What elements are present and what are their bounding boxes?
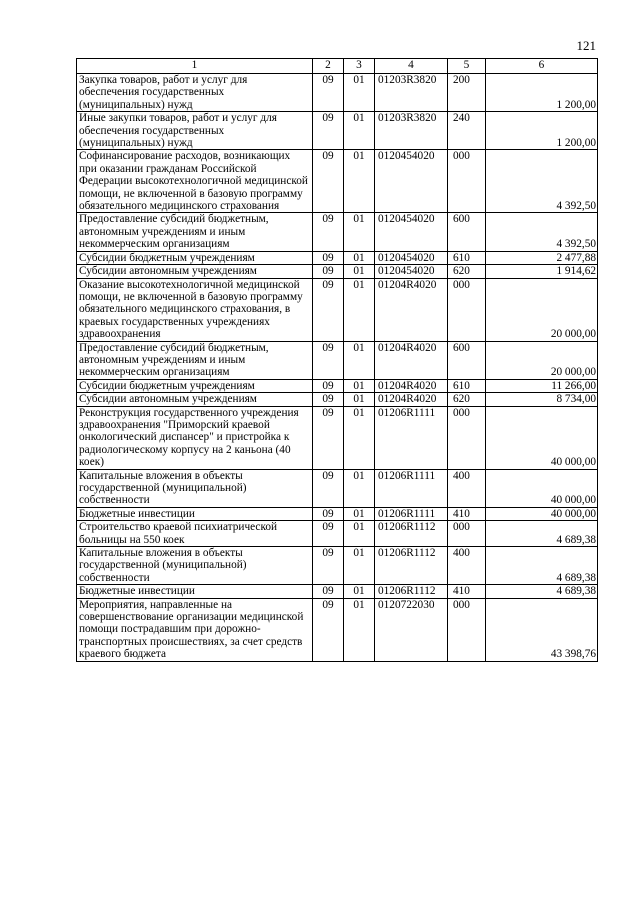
expense-type-code: 000	[448, 278, 486, 341]
table-row	[77, 74, 598, 112]
subsection-code: 01	[344, 112, 375, 150]
expense-type-code: 610	[448, 251, 486, 264]
section-code: 09	[313, 74, 344, 112]
table-row	[77, 278, 598, 341]
expense-type-code: 600	[448, 341, 486, 379]
expense-type-code: 000	[448, 521, 486, 547]
target-article-code: 01203R3820	[375, 112, 448, 150]
target-article-code: 01204R4020	[375, 379, 448, 392]
item-name: Бюджетные инвестиции	[77, 507, 313, 520]
table-row	[77, 598, 598, 661]
amount: 1 914,62	[486, 265, 598, 278]
subsection-code: 01	[344, 598, 375, 661]
subsection-code: 01	[344, 393, 375, 406]
target-article-code: 01206R1112	[375, 521, 448, 547]
budget-table	[76, 58, 598, 662]
expense-type-code: 610	[448, 379, 486, 392]
amount: 2 477,88	[486, 251, 598, 264]
target-article-code: 01204R4020	[375, 278, 448, 341]
section-code: 09	[313, 598, 344, 661]
amount: 40 000,00	[486, 469, 598, 507]
subsection-code: 01	[344, 150, 375, 213]
item-name: Бюджетные инвестиции	[77, 585, 313, 598]
target-article-code: 0120722030	[375, 598, 448, 661]
table-row	[77, 341, 598, 379]
section-code: 09	[313, 393, 344, 406]
subsection-code: 01	[344, 406, 375, 469]
section-code: 09	[313, 112, 344, 150]
section-code: 09	[313, 521, 344, 547]
target-article-code: 01206R1112	[375, 547, 448, 585]
item-name: Мероприятия, направленные на совершенствование организации медицинской помощи пострадавшим при дорожно-транспортных происшествиях, за счет средств краевого бюджета	[77, 598, 313, 661]
amount: 8 734,00	[486, 393, 598, 406]
amount: 20 000,00	[486, 278, 598, 341]
item-name: Иные закупки товаров, работ и услуг для обеспечения государственных (муниципальных) нужд	[77, 112, 313, 150]
section-code: 09	[313, 547, 344, 585]
section-code: 09	[313, 341, 344, 379]
table-body	[77, 74, 598, 662]
table-row	[77, 521, 598, 547]
amount: 43 398,76	[486, 598, 598, 661]
section-code: 09	[313, 251, 344, 264]
amount: 40 000,00	[486, 406, 598, 469]
expense-type-code: 620	[448, 393, 486, 406]
amount: 1 200,00	[486, 74, 598, 112]
target-article-code: 01204R4020	[375, 341, 448, 379]
table-row	[77, 112, 598, 150]
table-row	[77, 507, 598, 520]
expense-type-code: 000	[448, 150, 486, 213]
section-code: 09	[313, 150, 344, 213]
target-article-code: 0120454020	[375, 213, 448, 251]
target-article-code: 01203R3820	[375, 74, 448, 112]
expense-type-code: 200	[448, 74, 486, 112]
amount: 4 392,50	[486, 150, 598, 213]
amount: 4 392,50	[486, 213, 598, 251]
subsection-code: 01	[344, 341, 375, 379]
table-row	[77, 469, 598, 507]
amount: 4 689,38	[486, 521, 598, 547]
subsection-code: 01	[344, 213, 375, 251]
subsection-code: 01	[344, 507, 375, 520]
item-name: Оказание высокотехнологичной медицинской помощи, не включенной в базовую программу обязательного медицинского страхования, в краевых государственных учреждениях здравоохранения	[77, 278, 313, 341]
subsection-code: 01	[344, 547, 375, 585]
section-code: 09	[313, 278, 344, 341]
amount: 1 200,00	[486, 112, 598, 150]
table-row	[77, 213, 598, 251]
page-number: 121	[576, 38, 596, 53]
column-header: 1	[77, 59, 313, 74]
section-code: 09	[313, 379, 344, 392]
amount: 20 000,00	[486, 341, 598, 379]
item-name: Капитальные вложения в объекты государственной (муниципальной) собственности	[77, 547, 313, 585]
section-code: 09	[313, 213, 344, 251]
item-name: Капитальные вложения в объекты государственной (муниципальной) собственности	[77, 469, 313, 507]
target-article-code: 01204R4020	[375, 393, 448, 406]
target-article-code: 01206R1111	[375, 406, 448, 469]
header-row	[77, 59, 598, 74]
column-header: 6	[486, 59, 598, 74]
subsection-code: 01	[344, 74, 375, 112]
item-name: Предоставление субсидий бюджетным, автономным учреждениям и иным некоммерческим организациям	[77, 341, 313, 379]
amount: 40 000,00	[486, 507, 598, 520]
expense-type-code: 240	[448, 112, 486, 150]
amount: 11 266,00	[486, 379, 598, 392]
table-row	[77, 251, 598, 264]
item-name: Субсидии автономным учреждениям	[77, 265, 313, 278]
expense-type-code: 000	[448, 406, 486, 469]
section-code: 09	[313, 507, 344, 520]
section-code: 09	[313, 585, 344, 598]
table-row	[77, 585, 598, 598]
subsection-code: 01	[344, 278, 375, 341]
subsection-code: 01	[344, 379, 375, 392]
item-name: Строительство краевой психиатрической больницы на 550 коек	[77, 521, 313, 547]
column-header: 2	[313, 59, 344, 74]
subsection-code: 01	[344, 469, 375, 507]
expense-type-code: 410	[448, 507, 486, 520]
item-name: Реконструкция государственного учреждения здравоохранения "Приморский краевой онкологический диспансер" и пристройка к радиологическому корпусу на 2 каньона (40 коек)	[77, 406, 313, 469]
table-row	[77, 406, 598, 469]
expense-type-code: 400	[448, 469, 486, 507]
amount: 4 689,38	[486, 585, 598, 598]
column-header: 3	[344, 59, 375, 74]
subsection-code: 01	[344, 251, 375, 264]
table-row	[77, 393, 598, 406]
table-row	[77, 379, 598, 392]
table-row	[77, 265, 598, 278]
target-article-code: 0120454020	[375, 265, 448, 278]
target-article-code: 0120454020	[375, 150, 448, 213]
column-header: 5	[448, 59, 486, 74]
item-name: Субсидии автономным учреждениям	[77, 393, 313, 406]
target-article-code: 01206R1112	[375, 585, 448, 598]
target-article-code: 0120454020	[375, 251, 448, 264]
section-code: 09	[313, 265, 344, 278]
section-code: 09	[313, 406, 344, 469]
expense-type-code: 000	[448, 598, 486, 661]
item-name: Субсидии бюджетным учреждениям	[77, 379, 313, 392]
subsection-code: 01	[344, 265, 375, 278]
item-name: Субсидии бюджетным учреждениям	[77, 251, 313, 264]
column-header: 4	[375, 59, 448, 74]
target-article-code: 01206R1111	[375, 469, 448, 507]
expense-type-code: 400	[448, 547, 486, 585]
item-name: Предоставление субсидий бюджетным, автономным учреждениям и иным некоммерческим организациям	[77, 213, 313, 251]
table-row	[77, 150, 598, 213]
item-name: Закупка товаров, работ и услуг для обеспечения государственных (муниципальных) нужд	[77, 74, 313, 112]
subsection-code: 01	[344, 585, 375, 598]
amount: 4 689,38	[486, 547, 598, 585]
expense-type-code: 410	[448, 585, 486, 598]
target-article-code: 01206R1111	[375, 507, 448, 520]
expense-type-code: 620	[448, 265, 486, 278]
expense-type-code: 600	[448, 213, 486, 251]
table-row	[77, 547, 598, 585]
section-code: 09	[313, 469, 344, 507]
item-name: Софинансирование расходов, возникающих при оказании гражданам Российской Федерации высокотехнологичной медицинской помощи, не включенной в базовую программу обязательного медицинского страхования	[77, 150, 313, 213]
subsection-code: 01	[344, 521, 375, 547]
